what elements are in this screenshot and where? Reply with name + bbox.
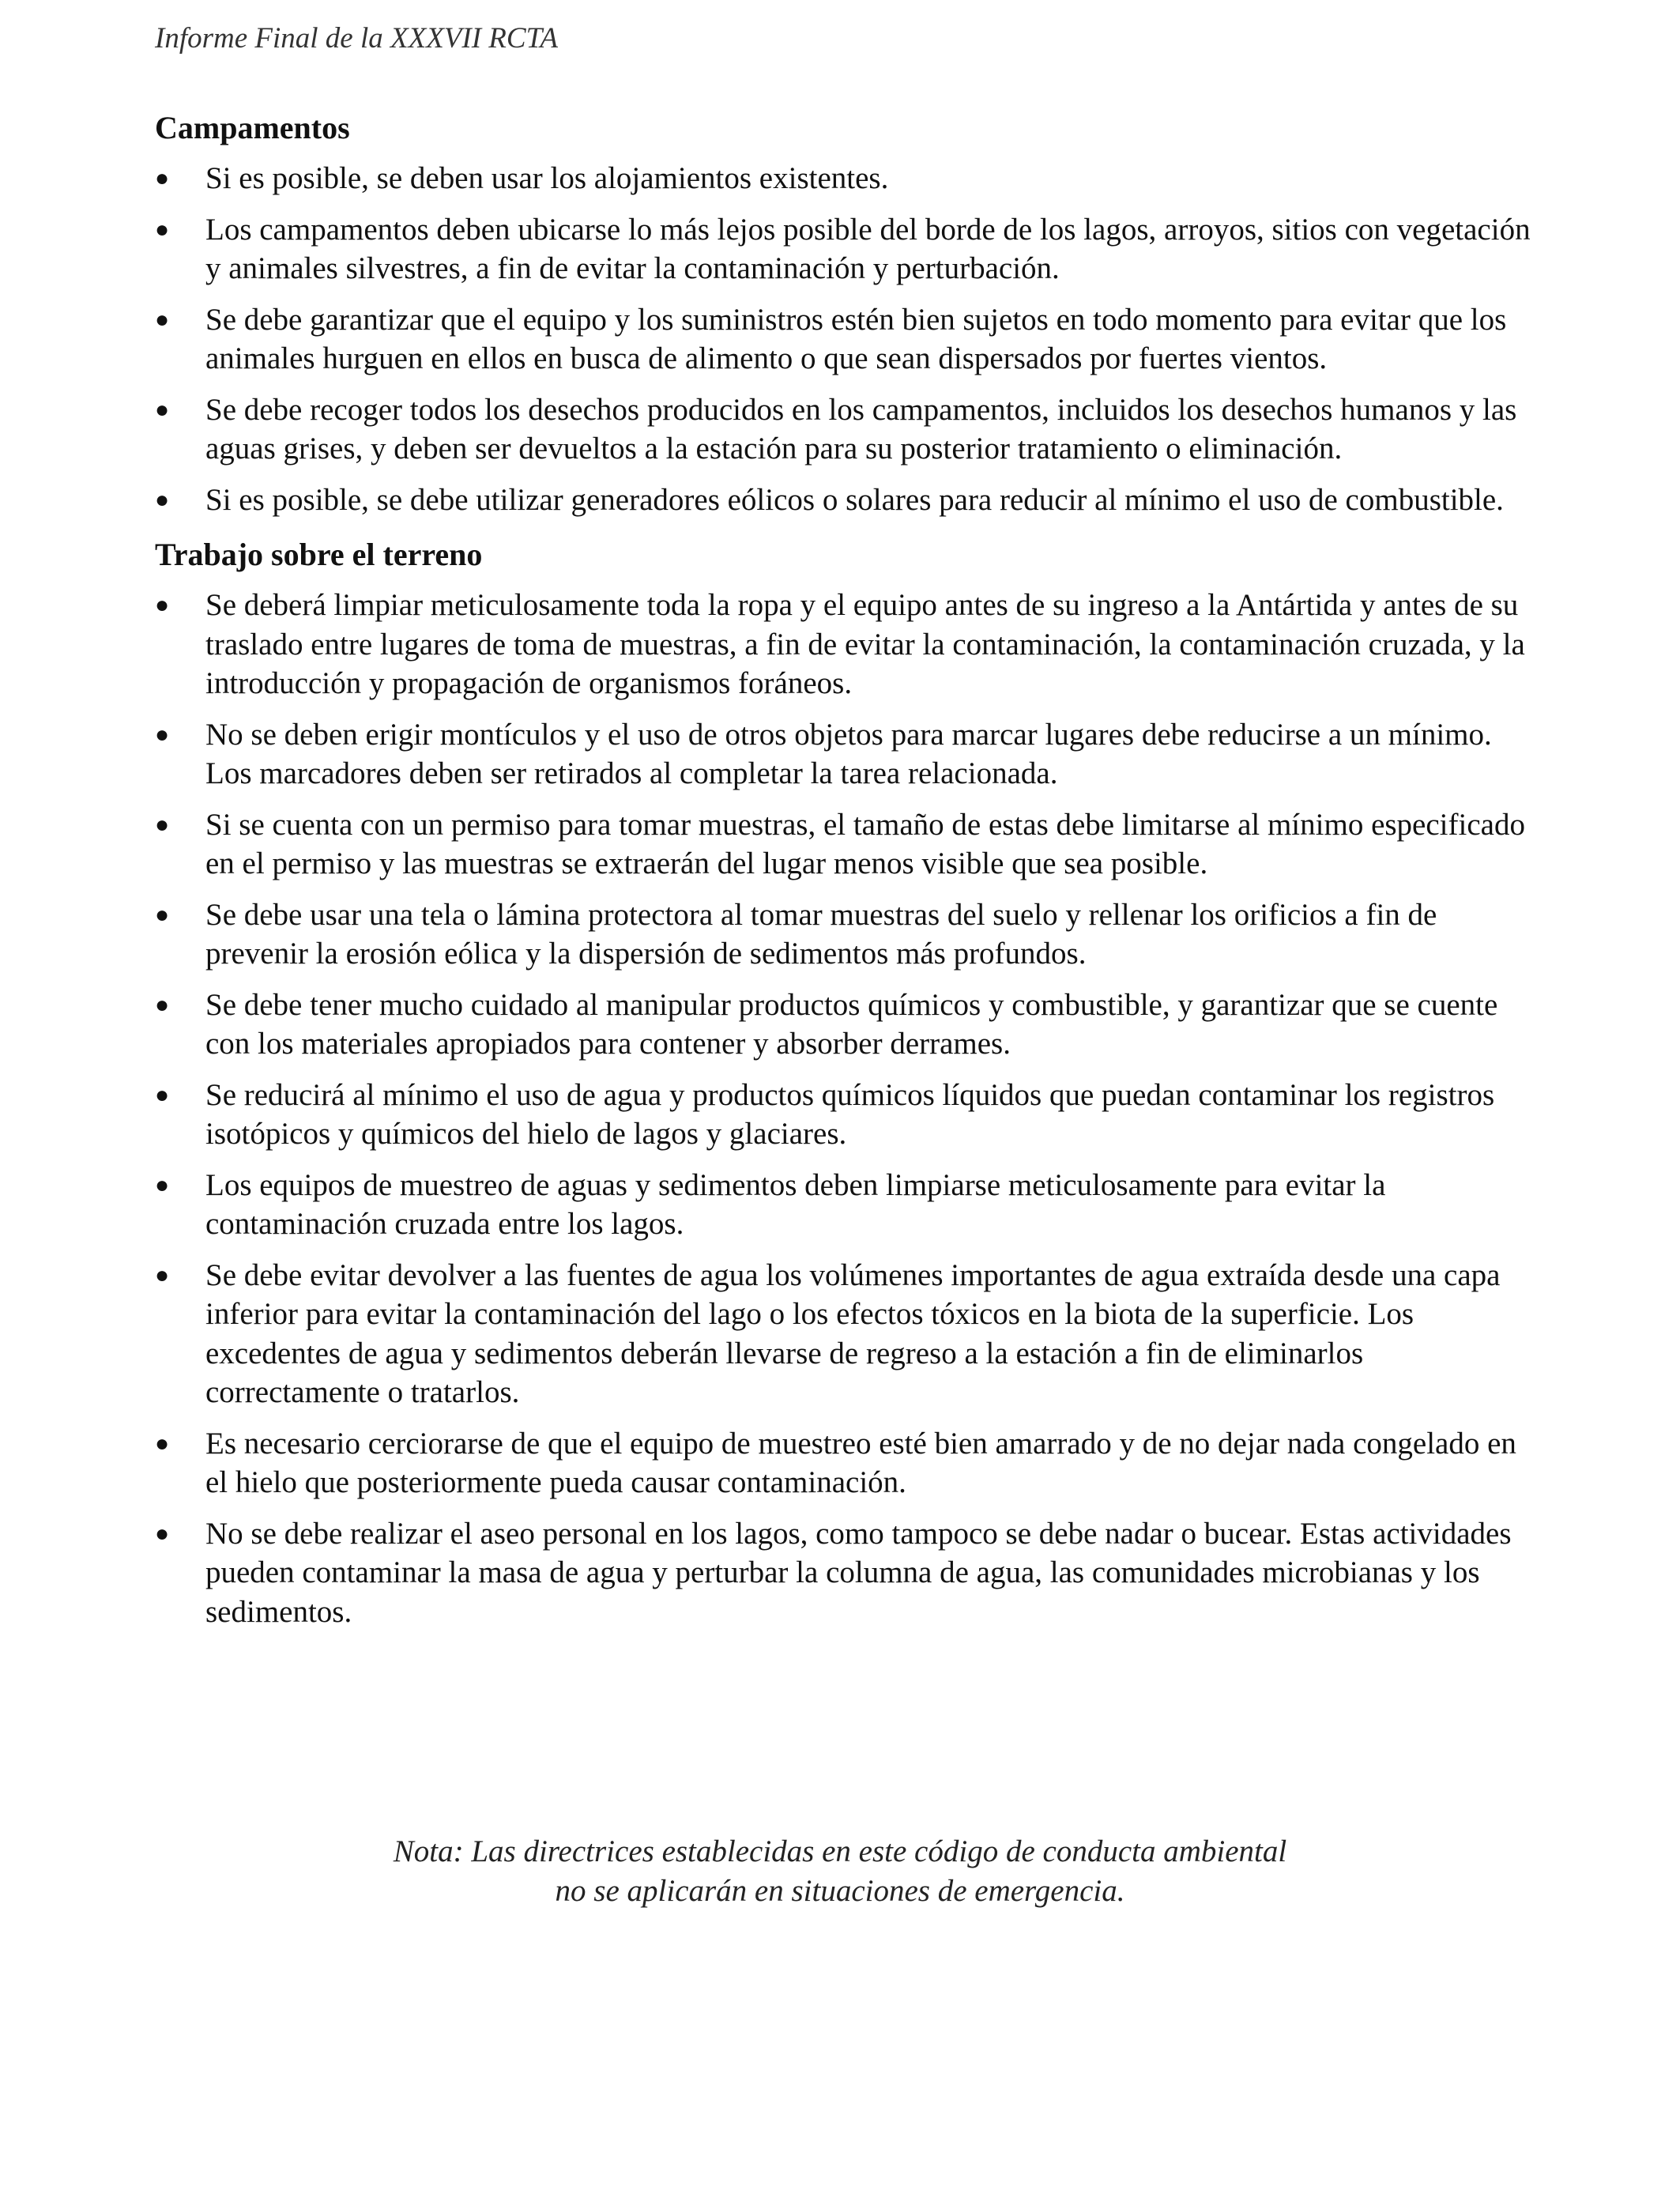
- note-line-2: no se aplicarán en situaciones de emergencia.: [555, 1874, 1125, 1908]
- list-item-text: Es necesario cerciorarse de que el equipo de muestreo esté bien amarrado y de no dejar nada congelado en el hielo que posteriormente pueda causar contaminación.: [205, 1426, 1516, 1499]
- bullet-icon: ●: [155, 901, 170, 928]
- bullet-icon: ●: [155, 306, 170, 333]
- bullet-icon: ●: [155, 396, 170, 423]
- list-item-text: Se debe evitar devolver a las fuentes de agua los volúmenes importantes de agua extraída desde una capa inferior para evitar la contaminación del lago o los efectos tóxicos en la biota de la superficie. Los excedentes de agua y sedimentos deberán llevarse de regreso a la estación a fin de eliminarlos correctamente o tratarlos.: [205, 1257, 1501, 1409]
- list-item: [155, 586, 1538, 703]
- bullet-icon: ●: [155, 991, 170, 1018]
- bullet-icon: ●: [155, 1261, 170, 1288]
- list-item-text: Se debe garantizar que el equipo y los suministros estén bien sujetos en todo momento para evitar que los animales hurguen en ellos en busca de alimento o que sean dispersados por fuertes vientos.: [205, 302, 1507, 375]
- bullet-icon: ●: [155, 216, 170, 243]
- list-item: [155, 986, 1538, 1064]
- list-item: [155, 1166, 1538, 1244]
- bullet-icon: ●: [155, 1171, 170, 1198]
- list-item-text: Se deberá limpiar meticulosamente toda la ropa y el equipo antes de su ingreso a la Antártida y antes de su traslado entre lugares de toma de muestras, a fin de evitar la contaminación, la contaminación cruzada, y la introducción y propagación de organismos foráneos.: [205, 588, 1525, 700]
- running-header: Informe Final de la XXXVII RCTA: [155, 22, 559, 55]
- list-item-text: Se debe recoger todos los desechos producidos en los campamentos, incluidos los desechos humanos y las aguas grises, y deben ser devueltos a la estación para su posterior tratamiento o eliminación.: [205, 392, 1517, 466]
- bullet-icon: ●: [155, 165, 170, 191]
- list-item-text: Se debe usar una tela o lámina protectora al tomar muestras del suelo y rellenar los orificios a fin de prevenir la erosión eólica y la dispersión de sedimentos más profundos.: [205, 897, 1437, 971]
- list-item-text: No se debe realizar el aseo personal en los lagos, como tampoco se debe nadar o bucear. Estas actividades pueden contaminar la masa de agua y perturbar la columna de agua, las comunidades microbianas y los sedimentos.: [205, 1516, 1512, 1629]
- list-item: [155, 805, 1538, 884]
- bullet-icon: ●: [155, 721, 170, 748]
- list-item: [155, 210, 1538, 288]
- list-item: [155, 1076, 1538, 1154]
- list-item: [155, 1256, 1538, 1412]
- list-item: [155, 300, 1538, 379]
- list-item-text: Se reducirá al mínimo el uso de agua y productos químicos líquidos que puedan contaminar los registros isotópicos y químicos del hielo de lagos y glaciares.: [205, 1077, 1495, 1151]
- bullet-list-campamentos: [155, 159, 1538, 519]
- list-item-text: Se debe tener mucho cuidado al manipular productos químicos y combustible, y garantizar que se cuente con los materiales apropiados para contener y absorber derrames.: [205, 987, 1498, 1061]
- bullet-icon: ●: [155, 592, 170, 618]
- bullet-list-trabajo: [155, 586, 1538, 1631]
- list-item-text: Los campamentos deben ubicarse lo más lejos posible del borde de los lagos, arroyos, sitios con vegetación y animales silvestres, a fin de evitar la contaminación y perturbación.: [205, 212, 1531, 285]
- bullet-icon: ●: [155, 811, 170, 838]
- list-item: [155, 895, 1538, 974]
- list-item-text: Si es posible, se debe utilizar generadores eólicos o solares para reducir al mínimo el uso de combustible.: [205, 482, 1504, 517]
- emergency-note: [0, 1832, 1680, 1911]
- list-item-text: Los equipos de muestreo de aguas y sedimentos deben limpiarse meticulosamente para evitar la contaminación cruzada entre los lagos.: [205, 1167, 1386, 1241]
- list-item-text: Si es posible, se deben usar los alojamientos existentes.: [205, 161, 889, 195]
- section-heading-trabajo: Trabajo sobre el terreno: [155, 537, 483, 572]
- bullet-icon: ●: [155, 1520, 170, 1547]
- list-item: [155, 481, 1538, 520]
- bullet-icon: ●: [155, 1430, 170, 1457]
- list-item: [155, 159, 1538, 198]
- bullet-icon: ●: [155, 1081, 170, 1108]
- list-item-text: No se deben erigir montículos y el uso de otros objetos para marcar lugares debe reducirse a un mínimo. Los marcadores deben ser retirados al completar la tarea relacionada.: [205, 717, 1492, 790]
- section-heading-campamentos: Campamentos: [155, 110, 350, 145]
- bullet-icon: ●: [155, 486, 170, 513]
- note-line-1: Nota: Las directrices establecidas en este código de conducta ambiental: [393, 1834, 1287, 1868]
- list-item: [155, 1424, 1538, 1502]
- list-item: [155, 390, 1538, 469]
- list-item-text: Si se cuenta con un permiso para tomar muestras, el tamaño de estas debe limitarse al mínimo especificado en el permiso y las muestras se extraerán del lugar menos visible que sea posible.: [205, 807, 1525, 880]
- document-body: [155, 108, 1538, 1647]
- list-item: [155, 1514, 1538, 1632]
- list-item: [155, 715, 1538, 794]
